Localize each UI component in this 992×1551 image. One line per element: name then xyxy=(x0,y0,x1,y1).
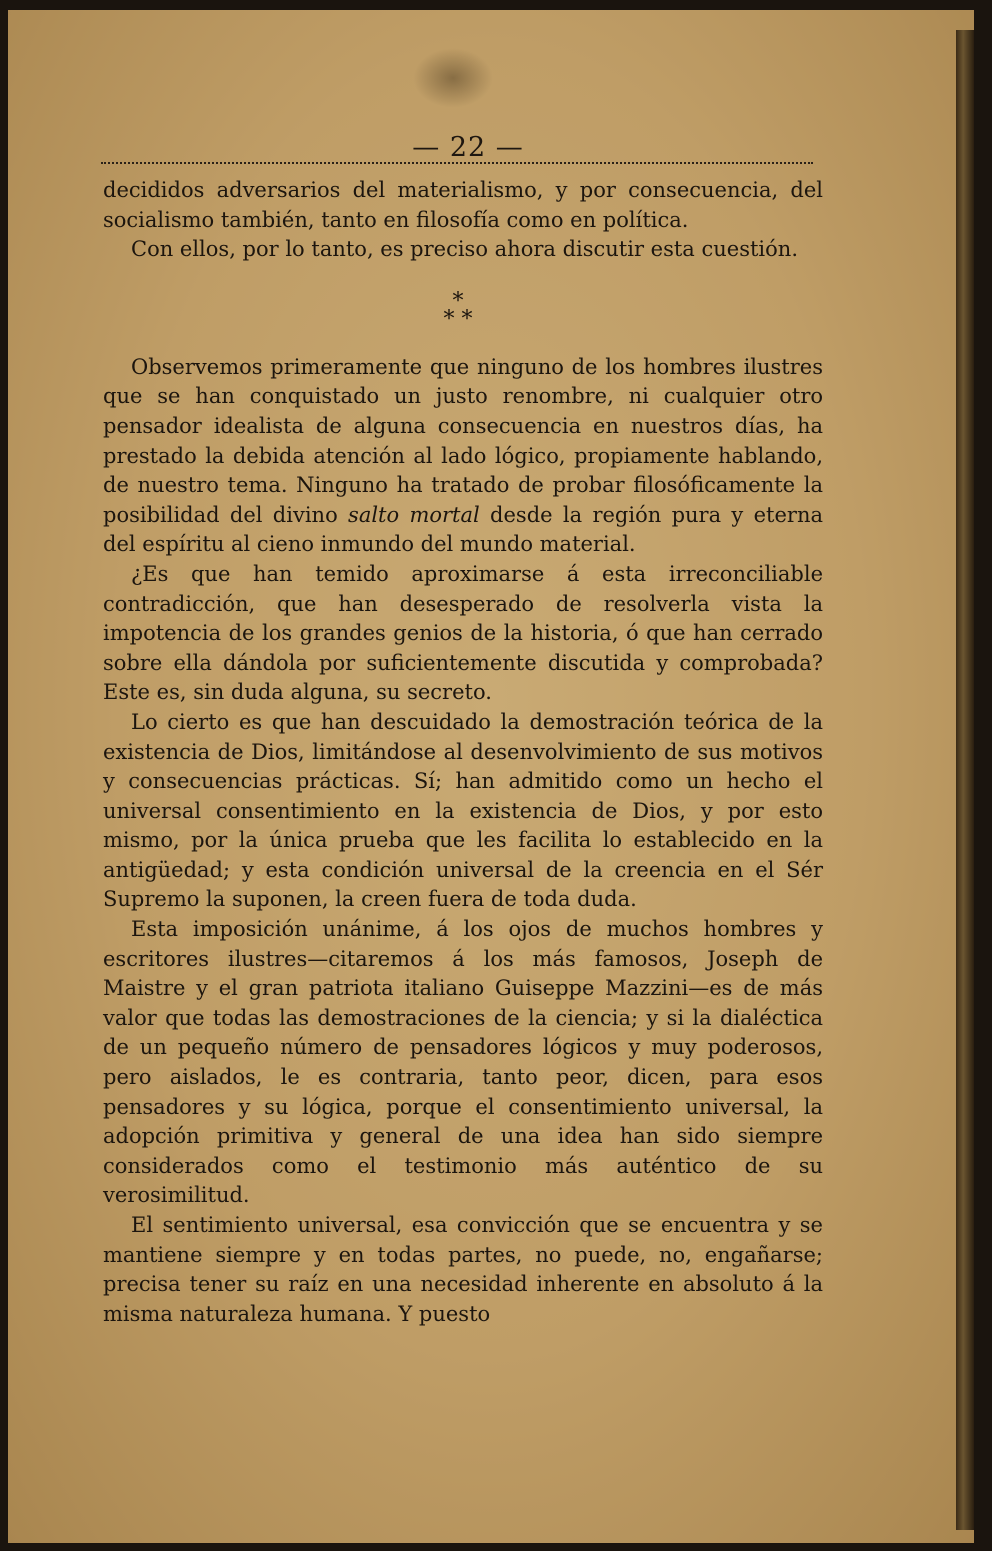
paragraph-5: Lo cierto es que han descuidado la demostración teórica de la existencia de Dios, limitándose al desenvolvimiento de sus motivos y consecuencias prácticas. Sí; han admitido como un hecho el universal consentimiento en la existencia de Dios, y por esto mismo, por la única prueba que les facilita lo establecido en la antigüedad; y esta condición universal de la creencia en el Sér Supremo la suponen, la creen fuera de toda duda. xyxy=(103,709,823,912)
paragraph-3-part-a: Observemos primeramente que ninguno de los hombres ilustres que se han conquistado un justo renombre, ni cualquier otro pensador idealista de alguna consecuencia en nuestros días, ha prestado la debida atención al lado lógico, propiamente hablando, de nuestro tema. Ninguno ha tratado de probar filosóficamente la posibilidad del divino xyxy=(103,354,823,527)
paragraph-3-part-b: desde la región pura y eterna del espíritu al cieno inmundo del mundo material. xyxy=(103,502,823,557)
asterism-bottom: * * xyxy=(443,306,473,332)
page-number: — 22 — xyxy=(412,132,524,163)
section-separator xyxy=(103,288,823,332)
header-rule xyxy=(101,162,813,164)
body-text xyxy=(103,176,823,1329)
book-page xyxy=(8,10,974,1543)
paper-stain xyxy=(413,48,493,108)
asterism-top: * xyxy=(452,288,464,314)
paragraph-4: ¿Es que han temido aproximarse á esta irreconciliable contradicción, que han desesperado de resolverla vista la impotencia de los grandes genios de la historia, ó que han cerrado sobre ella dándola por suficientemente discutida y comprobada? Este es, sin duda alguna, su secreto. xyxy=(103,561,823,705)
paragraph-2: Con ellos, por lo tanto, es preciso ahora discutir esta cuestión. xyxy=(131,237,798,262)
paragraph-6: Esta imposición unánime, á los ojos de muchos hombres y escritores ilustres—citaremos á los más famosos, Joseph de Maistre y el gran patriota italiano Guiseppe Mazzini—es de más valor que todas las demostraciones de la ciencia; y si la dialéctica de un pequeño número de pensadores lógicos y muy poderosos, pero aislados, le es contraria, tanto peor, dicen, para esos pensadores y su lógica, porque el consentimiento universal, la adopción primitiva y general de una idea han sido siempre considerados como el testimonio más auténtico de su verosimilitud. xyxy=(103,917,823,1208)
paragraph-1: decididos adversarios del materialismo, y por consecuencia, del socialismo también, tanto en filosofía como en política. xyxy=(103,178,823,232)
page-edge-shadow xyxy=(956,30,974,1530)
paragraph-7: El sentimiento universal, esa convicción que se encuentra y se mantiene siempre y en todas partes, no puede, no, engañarse; precisa tener su raíz en una necesidad inherente en absoluto á la misma naturaleza humana. Y puesto xyxy=(103,1213,823,1326)
paragraph-3 xyxy=(103,353,823,560)
paragraph-3-italic: salto mortal xyxy=(348,502,480,527)
